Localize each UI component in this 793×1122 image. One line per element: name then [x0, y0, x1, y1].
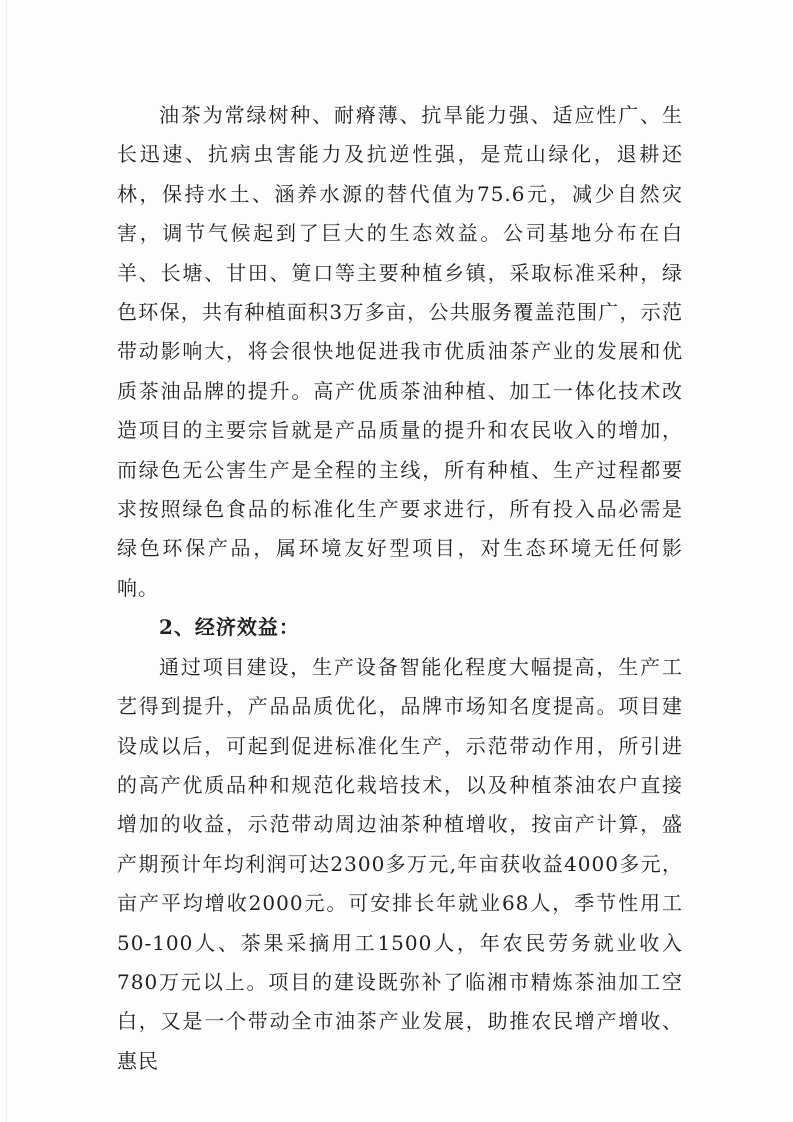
paragraph-economic-benefits: 通过项目建设，生产设备智能化程度大幅提高，生产工艺得到提升，产品品质优化，品牌市场知名度提高。项目建设成以后，可起到促进标准化生产，示范带动作用，所引进的高产优质品种和规范化栽培技术，以及种植茶油农户直接增加的收益，示范带动周边油茶种植增收，按亩产计算，盛产期预计年均利润可达2300多万元,年亩获收益4000多元，亩产平均增收2000元。可安排长年就业68人，季节性用工50-100人、茶果采摘用工1500人，年农民劳务就业收入780万元以上。项目的建设既弥补了临湘市精炼茶油加工空白，又是一个带动全市油茶产业发展，助推农民增产增收、惠民 — [117, 654, 683, 1073]
document-body — [117, 96, 683, 1081]
scan-edge-line — [6, 0, 7, 1122]
section-heading-economic-benefits: 2、经济效益： — [159, 615, 300, 640]
paragraph-ecological-benefits: 油茶为常绿树种、耐瘠薄、抗旱能力强、适应性广、生长迅速、抗病虫害能力及抗逆性强，是荒山绿化，退耕还林，保持水土、涵养水源的替代值为75.6元，减少自然灾害，调节气候起到了巨大的生态效益。公司基地分布在白羊、长塘、甘田、筻口等主要种植乡镇，采取标准采种，绿色环保，共有种植面积3万多亩，公共服务覆盖范围广，示范带动影响大，将会很快地促进我市优质油茶产业的发展和优质茶油品牌的提升。高产优质茶油种植、加工一体化技术改造项目的主要宗旨就是产品质量的提升和农民收入的增加，而绿色无公害生产是全程的主线，所有种植、生产过程都要求按照绿色食品的标准化生产要求进行，所有投入品必需是绿色环保产品，属环境友好型项目，对生态环境无任何影响。 — [117, 103, 683, 600]
